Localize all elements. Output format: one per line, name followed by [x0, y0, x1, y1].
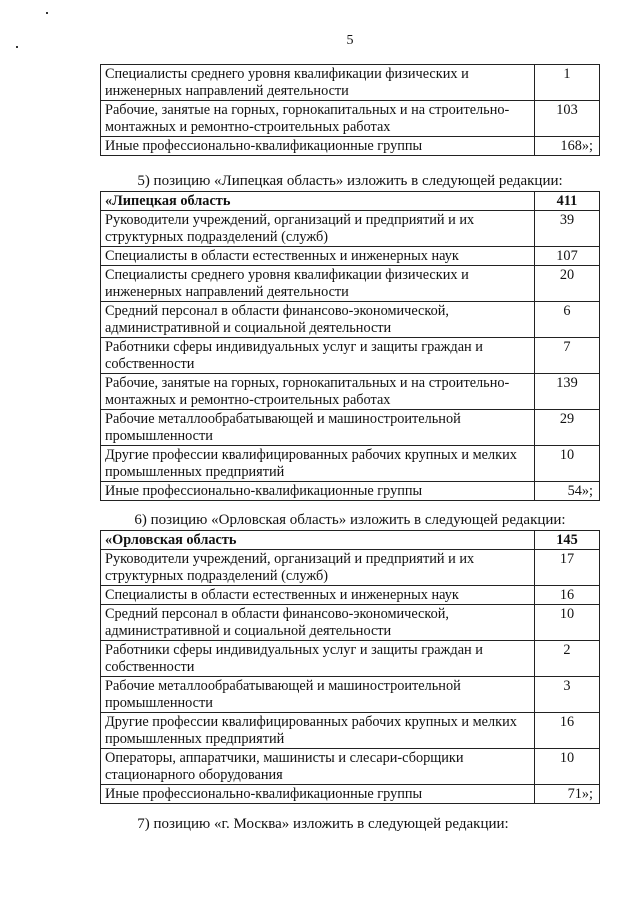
row-label: Средний персонал в области финансово-экономической, административной и социальной деятельности	[101, 302, 535, 338]
row-label: Специалисты в области естественных и инженерных наук	[101, 586, 535, 605]
region-name: «Орловская область	[101, 531, 535, 550]
table-row	[101, 410, 600, 446]
table-row	[101, 586, 600, 605]
row-label: Другие профессии квалифицированных рабочих крупных и мелких промышленных предприятий	[101, 446, 535, 482]
row-label: Операторы, аппаратчики, машинисты и слесари-сборщики стационарного оборудования	[101, 749, 535, 785]
row-value: 103	[535, 101, 600, 137]
intro-orel: 6) позицию «Орловская область» изложить в следующей редакции:	[134, 512, 566, 528]
row-value: 3	[535, 677, 600, 713]
table-row	[101, 137, 600, 156]
row-value: 6	[535, 302, 600, 338]
table-row	[101, 749, 600, 785]
row-value: 10	[535, 446, 600, 482]
row-value: 20	[535, 266, 600, 302]
table-row	[101, 550, 600, 586]
intro-lipetsk: 5) позицию «Липецкая область» изложить в следующей редакции:	[137, 173, 563, 189]
table-row	[101, 785, 600, 804]
row-label: Специалисты среднего уровня квалификации физических и инженерных направлений деятельности	[101, 266, 535, 302]
table-row	[101, 302, 600, 338]
row-value: 107	[535, 247, 600, 266]
region-total: 411	[535, 192, 600, 211]
row-value: 16	[535, 586, 600, 605]
table-row	[101, 374, 600, 410]
table-previous-region	[100, 64, 600, 156]
row-value: 168»;	[535, 137, 600, 156]
row-label: Другие профессии квалифицированных рабочих крупных и мелких промышленных предприятий	[101, 713, 535, 749]
row-label: Руководители учреждений, организаций и предприятий и их структурных подразделений (служб)	[101, 211, 535, 247]
table-lipetsk	[100, 191, 600, 501]
row-label: Работники сферы индивидуальных услуг и защиты граждан и собственности	[101, 338, 535, 374]
table-orel	[100, 530, 600, 804]
table-header-row	[101, 192, 600, 211]
row-value: 2	[535, 641, 600, 677]
table-row	[101, 65, 600, 101]
row-value: 1	[535, 65, 600, 101]
row-value: 29	[535, 410, 600, 446]
row-value: 71»;	[535, 785, 600, 804]
row-label: Рабочие металлообрабатывающей и машиностроительной промышленности	[101, 410, 535, 446]
row-label: Рабочие металлообрабатывающей и машиностроительной промышленности	[101, 677, 535, 713]
table-row	[101, 101, 600, 137]
table-row	[101, 446, 600, 482]
table-row	[101, 713, 600, 749]
row-value: 10	[535, 749, 600, 785]
row-label: Иные профессионально-квалификационные группы	[101, 482, 535, 501]
table-row	[101, 211, 600, 247]
page-number: 5	[346, 33, 354, 48]
table-row	[101, 482, 600, 501]
row-label: Руководители учреждений, организаций и предприятий и их структурных подразделений (служб)	[101, 550, 535, 586]
row-label: Рабочие, занятые на горных, горнокапитальных и на строительно-монтажных и ремонтно-строительных работах	[101, 374, 535, 410]
table-row	[101, 677, 600, 713]
table-row	[101, 641, 600, 677]
row-value: 16	[535, 713, 600, 749]
row-label: Работники сферы индивидуальных услуг и защиты граждан и собственности	[101, 641, 535, 677]
row-label: Специалисты среднего уровня квалификации физических и инженерных направлений деятельности	[101, 65, 535, 101]
region-name: «Липецкая область	[101, 192, 535, 211]
row-value: 54»;	[535, 482, 600, 501]
intro-moscow: 7) позицию «г. Москва» изложить в следующей редакции:	[137, 816, 509, 832]
row-value: 7	[535, 338, 600, 374]
table-row	[101, 338, 600, 374]
row-label: Средний персонал в области финансово-экономической, административной и социальной деятельности	[101, 605, 535, 641]
row-value: 139	[535, 374, 600, 410]
table-row	[101, 266, 600, 302]
row-label: Иные профессионально-квалификационные группы	[101, 137, 535, 156]
scan-speck	[46, 12, 48, 14]
table-row	[101, 605, 600, 641]
row-value: 39	[535, 211, 600, 247]
row-label: Рабочие, занятые на горных, горнокапитальных и на строительно-монтажных и ремонтно-строительных работах	[101, 101, 535, 137]
row-value: 10	[535, 605, 600, 641]
row-label: Иные профессионально-квалификационные группы	[101, 785, 535, 804]
row-value: 17	[535, 550, 600, 586]
table-row	[101, 247, 600, 266]
table-header-row	[101, 531, 600, 550]
row-label: Специалисты в области естественных и инженерных наук	[101, 247, 535, 266]
region-total: 145	[535, 531, 600, 550]
